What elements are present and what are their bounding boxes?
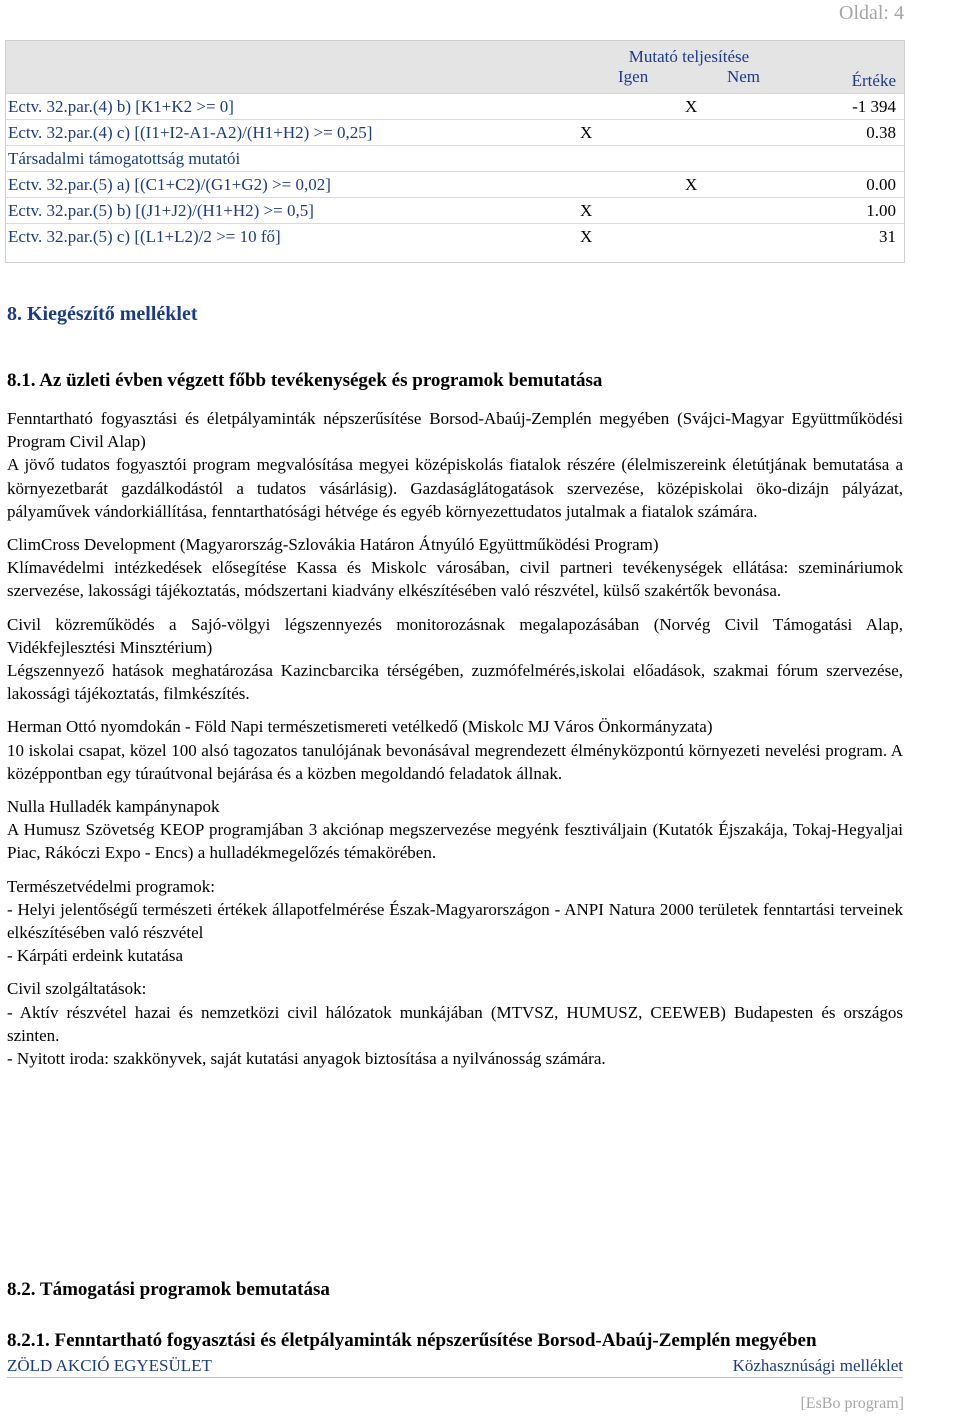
paragraph-line: - Nyitott iroda: szakkönyvek, saját kutatási anyagok biztosítása a nyilvánosság számára. — [7, 1049, 606, 1069]
footer-doc-type: Közhasznúsági melléklet — [732, 1356, 903, 1375]
paragraph — [7, 795, 903, 865]
table-body — [6, 94, 904, 250]
page-number: Oldal: 4 — [839, 2, 904, 24]
body-text — [7, 407, 903, 1080]
paragraph-line: 10 iskolai csapat, közel 100 alsó tagozatos tanulójának bevonásával megrendezett élményközpontú környezeti nevelési program. A középpontban egy túraútvonal bejárása és a közben megoldandó feladatok állnak. — [7, 740, 903, 783]
paragraph-line: Természetvédelmi programok: — [7, 876, 215, 896]
paragraph-line: Civil közreműködés a Sajó-völgyi légszennyezés monitorozásnak megalapozásában (Norvég Civil Támogatási Alap, Vidékfejlesztési Minsztérium) — [7, 614, 903, 657]
paragraph-line: Klímavédelmi intézkedések elősegítése Kassa és Miskolc városában, civil partneri tevékenységek ellátása: szemináriumok szervezése, lakossági tájékoztatás, módszertani kiadvány elkészítésében való részvétel, külső szakértők bevonása. — [7, 558, 903, 601]
paragraph — [7, 613, 903, 706]
row-ertek: 0.38 — [788, 120, 904, 146]
header-blank — [6, 41, 578, 94]
row-igen — [578, 94, 683, 120]
paragraph-line: ClimCross Development (Magyarország-Szlovákia Határon Átnyúló Együttműködési Program) — [7, 535, 659, 555]
paragraph-line: A jövő tudatos fogyasztói program megvalósítása megyei középiskolás fiatalok részére (élelmiszereink életútjának bemutatása a környezetbarát gazdálkodástól a tudatos vásárlásig). Gazdaságlátogatások szervezése, középiskolai öko-dizájn pályázat, pályaművek vándorkiállítása, fenntarthatósági hétvége és egyéb környezettudatos jutalmak a fiatalok számára. — [7, 455, 903, 521]
row-nem — [683, 198, 788, 224]
table-row — [6, 94, 904, 120]
row-igen: X — [578, 224, 683, 250]
paragraph-line: A Humusz Szövetség KEOP programjában 3 akciónap megszervezése megyénk fesztiváljain (Kutatók Éjszakája, Tokaj-Hegyaljai Piac, Rákóczi Expo - Encs) a hulladékmegelőzés témakörében. — [7, 820, 903, 863]
row-name: Társadalmi támogatottság mutatói — [6, 146, 578, 172]
row-igen — [578, 172, 683, 198]
row-ertek: 1.00 — [788, 198, 904, 224]
table-row — [6, 224, 904, 250]
table-row — [6, 172, 904, 198]
row-name: Ectv. 32.par.(5) a) [(C1+C2)/(G1+G2) >= 0,02] — [6, 172, 578, 198]
header-top-label: Mutató teljesítése — [628, 47, 750, 66]
table-row — [6, 120, 904, 146]
row-name: Ectv. 32.par.(4) b) [K1+K2 >= 0] — [6, 94, 578, 120]
row-igen: X — [578, 198, 683, 224]
row-name: Ectv. 32.par.(5) c) [(L1+L2)/2 >= 10 fő] — [6, 224, 578, 250]
header-teljesitese-wrap — [578, 47, 788, 87]
section-8-title: 8. Kiegészítő melléklet — [7, 303, 198, 325]
table-row — [6, 146, 904, 172]
header-teljesitese — [578, 41, 788, 94]
row-ertek — [788, 146, 904, 172]
footer — [7, 1356, 903, 1378]
paragraph — [7, 407, 903, 523]
header-ertek: Értéke — [788, 41, 904, 94]
paragraph-line: - Aktív részvétel hazai és nemzetközi civil hálózatok munkájában (MTVSZ, HUMUSZ, CEEWEB) Budapesten és országos szinten. — [7, 1002, 903, 1045]
row-ertek: 0.00 — [788, 172, 904, 198]
header-sub-labels — [618, 67, 760, 87]
paragraph — [7, 977, 903, 1070]
paragraph-line: Herman Ottó nyomdokán - Föld Napi természetismereti vetélkedő (Miskolc MJ Város Önkormányzata) — [7, 717, 713, 737]
row-name: Ectv. 32.par.(4) c) [(I1+I2-A1-A2)/(H1+H2) >= 0,25] — [6, 120, 578, 146]
indicator-table — [6, 41, 904, 249]
paragraph-line: Légszennyező hatások meghatározása Kazincbarcika térségében, zuzmófelmérés,iskolai előadások, szakmai fórum szervezése, lakossági tájékoztatás, filmkészítés. — [7, 661, 903, 704]
row-nem: X — [683, 94, 788, 120]
row-igen: X — [578, 120, 683, 146]
header-igen: Igen — [618, 67, 649, 86]
paragraph — [7, 715, 903, 785]
row-nem — [683, 146, 788, 172]
row-igen — [578, 146, 683, 172]
paragraph-line: Civil szolgáltatások: — [7, 979, 147, 999]
row-nem: X — [683, 172, 788, 198]
paragraph-line: - Kárpáti erdeink kutatása — [7, 946, 184, 966]
paragraph-line: Fenntartható fogyasztási és életpályaminták népszerűsítése Borsod-Abaúj-Zemplén megyében (Svájci-Magyar Együttműködési Program Civil Alap) — [7, 409, 903, 452]
program-stamp: [EsBo program] — [800, 1395, 904, 1412]
paragraph-line: - Helyi jelentőségű természeti értékek állapotfelmérése Észak-Magyarországon - ANPI Natura 2000 területek fenntartási terveinek elkészítésében való részvétel — [7, 899, 903, 943]
footer-org: ZÖLD AKCIÓ EGYESÜLET — [7, 1356, 212, 1375]
row-ertek: 31 — [788, 224, 904, 250]
row-ertek: -1 394 — [788, 94, 904, 120]
row-name: Ectv. 32.par.(5) b) [(J1+J2)/(H1+H2) >= 0,5] — [6, 198, 578, 224]
table-row — [6, 198, 904, 224]
paragraph — [7, 875, 903, 968]
row-nem — [683, 224, 788, 250]
table-header-row — [6, 41, 904, 94]
section-8-2-title: 8.2. Támogatási programok bemutatása — [7, 1279, 330, 1300]
section-8-1-title: 8.1. Az üzleti évben végzett főbb tevékenységek és programok bemutatása — [7, 370, 603, 391]
paragraph-line: Nulla Hulladék kampánynapok — [7, 797, 220, 817]
header-nem: Nem — [726, 67, 760, 86]
paragraph — [7, 533, 903, 603]
section-8-2-1-title: 8.2.1. Fenntartható fogyasztási és életpályaminták népszerűsítése Borsod-Abaúj-Zemplén megyében — [7, 1330, 817, 1351]
row-nem — [683, 120, 788, 146]
